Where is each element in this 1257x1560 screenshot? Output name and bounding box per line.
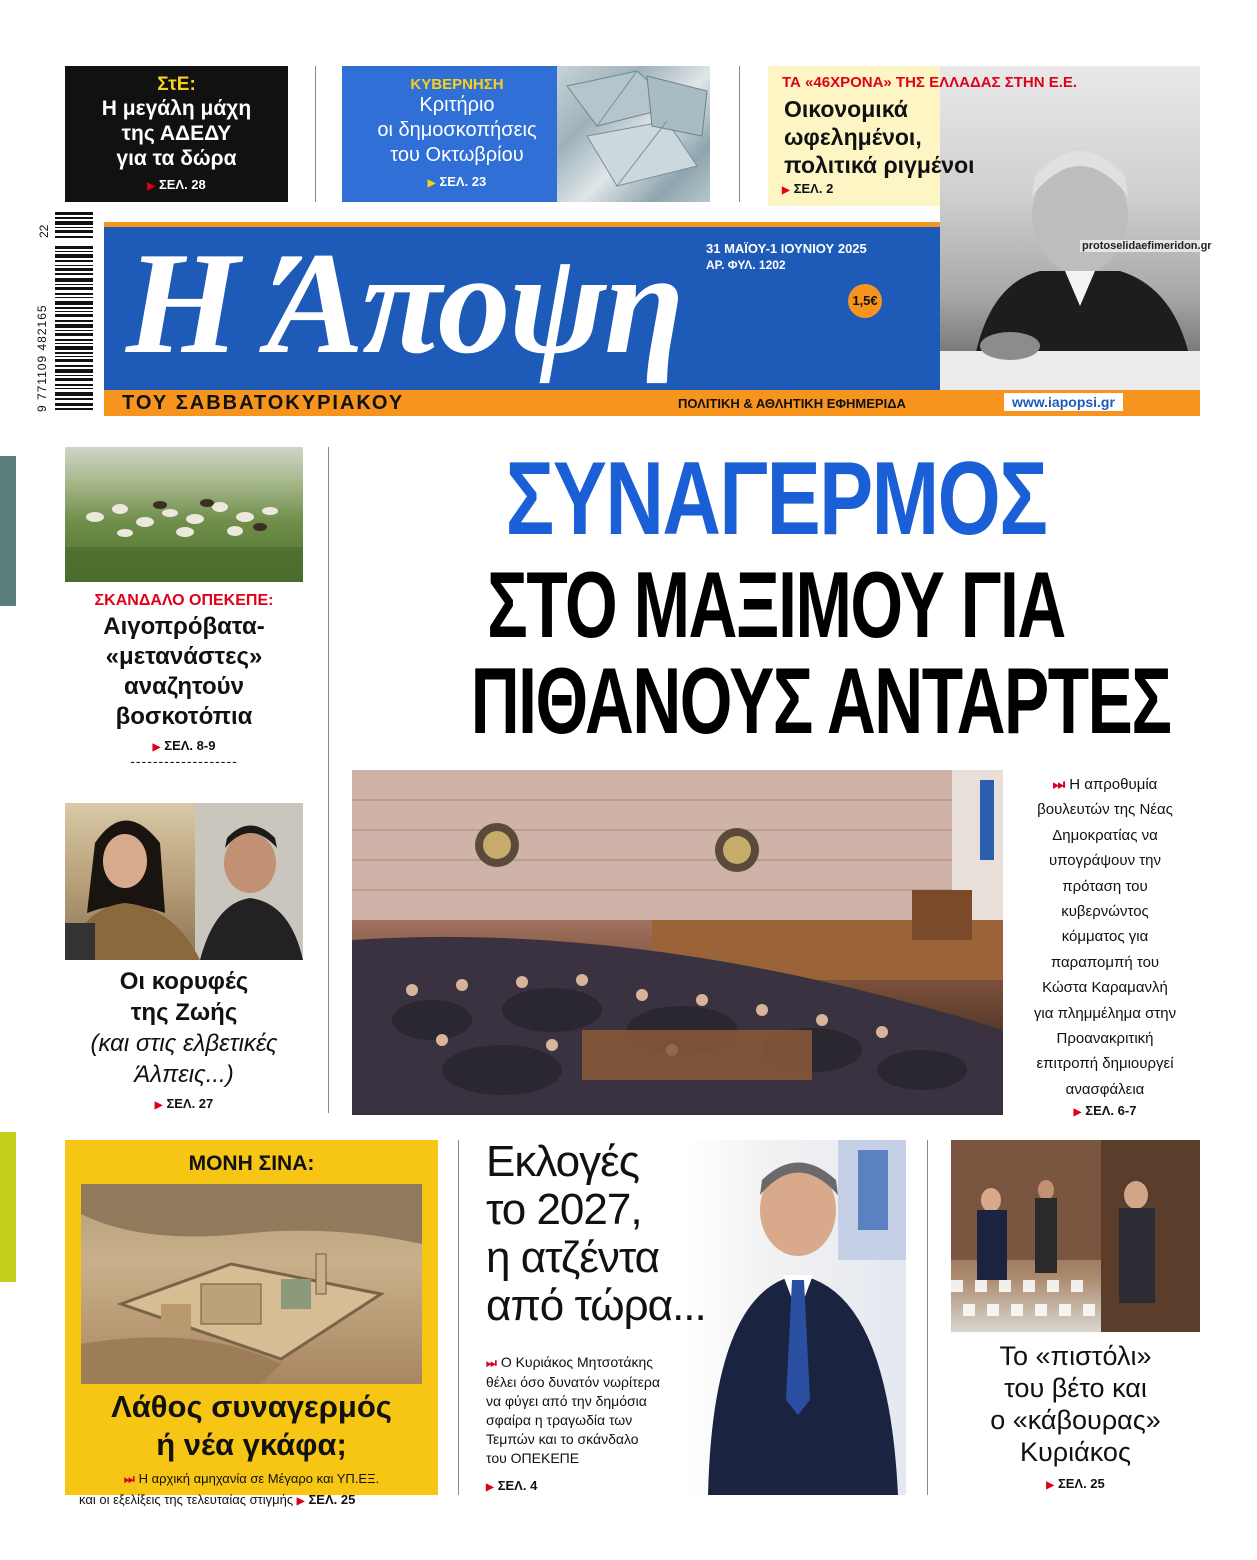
elections-body-line: του ΟΠΕΚΕΠΕ (486, 1450, 580, 1466)
elections-body-line: Τεμπών και το σκάνδαλο (486, 1431, 639, 1447)
sheep-photo (65, 447, 303, 582)
teaser-eu-ref[interactable] (782, 181, 1200, 196)
opekepe-line-3: αναζητούν (123, 673, 244, 700)
teaser-eu-ref-text: ΣΕΛ. 2 (793, 181, 834, 196)
teaser-gov-headline-1: Κριτήριο (419, 94, 495, 116)
veto-photo (951, 1140, 1200, 1332)
divider (458, 1140, 459, 1495)
price-text: 1,5€ (852, 293, 878, 308)
masthead-tagline: ΠΟΛΙΤΙΚΗ & ΑΘΛΗΤΙΚΗ ΕΦΗΜΕΡΙΔΑ (678, 396, 906, 411)
sinai-body (65, 1470, 438, 1488)
teaser-gov-ref-text: ΣΕΛ. 23 (439, 174, 487, 189)
arrow-icon: ▶ (152, 742, 161, 753)
sinai-kicker: ΜΟΝΗ ΣΙΝΑ: (188, 1152, 315, 1175)
main-body-line: ανασφάλεια (1065, 1080, 1145, 1098)
zoe-line-2: της Ζωής (130, 999, 238, 1026)
zoe-ref[interactable] (65, 1096, 303, 1111)
veto-ref[interactable] (951, 1476, 1200, 1491)
opekepe-ref[interactable] (65, 738, 303, 753)
arrow-icon: ▶ (486, 1482, 494, 1493)
monastery-photo (81, 1184, 422, 1384)
opekepe-ref-text: ΣΕΛ. 8-9 (164, 738, 216, 753)
main-body-line: βουλευτών της Νέας (1037, 801, 1173, 819)
main-body-line: παραπομπή του (1050, 953, 1160, 971)
teaser-gov[interactable] (342, 66, 710, 202)
elections-body-line: θέλει όσο δυνατόν νωρίτερα (486, 1374, 660, 1390)
teaser-ste-headline-1: Η μεγάλη μάχη (101, 97, 252, 120)
teaser-ste-kicker: ΣτΕ: (157, 74, 196, 95)
sinai-ref[interactable] (297, 1492, 356, 1507)
masthead-date: 31 ΜΑΪΟΥ-1 ΙΟΥΝΙΟΥ 2025 (706, 241, 867, 256)
divider (739, 66, 740, 202)
elections-body-line: σφαίρα η τραγωδία των (486, 1412, 633, 1428)
sinai-body-line-1 (65, 1470, 438, 1488)
elections-headline-1: Εκλογές (486, 1137, 639, 1186)
barcode-top-number: 22 (37, 224, 51, 238)
main-headline-line-3: ΠΙΘΑΝΟΥΣ ΑΝΤΑΡΤΕΣ (470, 648, 1171, 753)
two-people (65, 803, 303, 960)
elections-headline-4: από τώρα... (486, 1281, 706, 1330)
sinai-body-line-2 (79, 1492, 355, 1507)
sinai-ref-text: ΣΕΛ. 25 (308, 1492, 356, 1507)
teaser-gov-headline-2: οι δημοσκοπήσεις (377, 119, 537, 141)
elections-body-line (486, 1353, 726, 1373)
elections-ref[interactable] (486, 1476, 726, 1497)
main-body-line: κυβερνώντος (1061, 903, 1149, 921)
veto-line-1: Το «πιστόλι» (999, 1341, 1152, 1371)
teaser-ste-headline-3: για τα δώρα (116, 147, 237, 170)
veto-story[interactable] (951, 1340, 1200, 1491)
opekepe-line-4: βοσκοτόπια (115, 703, 253, 730)
zoe-story[interactable] (65, 966, 303, 1111)
main-headline-blue: ΣΥΝΑΓΕΡΜΟΣ (505, 441, 1047, 557)
ballot-envelopes-photo (557, 66, 710, 202)
zoe-line-1: Οι κορυφές (119, 968, 249, 995)
teaser-ste-headline-2: της ΑΔΕΔΥ (121, 122, 232, 145)
main-body-line: Δημοκρατίας να (1052, 826, 1158, 844)
teaser-eu-headline-2: ωφελημένοι, (784, 124, 922, 150)
price-badge (848, 284, 882, 318)
leaders-walking (951, 1140, 1200, 1332)
teaser-gov-kicker: ΚΥΒΕΡΝΗΣΗ (410, 76, 504, 93)
masthead-issue: ΑΡ. ΦΥΛ. 1202 (706, 258, 786, 272)
opekepe-line-1: Αιγοπρόβατα- (103, 613, 265, 640)
sinai-box[interactable] (65, 1140, 438, 1507)
elections-body[interactable] (486, 1353, 726, 1497)
teaser-ste[interactable] (65, 66, 288, 202)
sinai-headline-1: Λάθος συναγερμός (111, 1389, 392, 1424)
masthead-bottom-bar (104, 390, 1200, 416)
main-story-body[interactable] (1010, 772, 1200, 1122)
monastery-aerial (81, 1184, 422, 1384)
teaser-gov-headline-3: του Οκτωβρίου (390, 144, 524, 166)
sinai-body-text-1: Η αρχική αμηχανία σε Μέγαρο και ΥΠ.ΕΞ. (138, 1471, 380, 1486)
veto-line-4: Κυριάκος (1020, 1437, 1131, 1467)
zoe-line-4: Άλπεις...) (134, 1061, 234, 1088)
arrow-icon: ▶ (782, 185, 790, 196)
elections-ref-text: ΣΕΛ. 4 (497, 1478, 538, 1493)
main-story-ref[interactable] (1010, 1102, 1200, 1122)
main-body-text: Η απροθυμία (1069, 776, 1158, 793)
elections-headline-3: η ατζέντα (486, 1233, 660, 1282)
elections-body-line: να φύγει από την δημόσια (486, 1393, 647, 1409)
veto-line-2: του βέτο και (1004, 1373, 1147, 1403)
parliament-chamber (352, 770, 1003, 1115)
arrow-icon: ▶ (1046, 1480, 1054, 1491)
main-body-line: για πλημμέλημα στην (1033, 1004, 1177, 1022)
double-arrow-icon: ⏭ (1052, 776, 1066, 792)
barcode (35, 212, 93, 412)
teaser-eu-headline-1: Οικονομικά (784, 96, 908, 122)
veto-line-3: ο «κάβουρας» (990, 1405, 1161, 1435)
website-link[interactable]: www.iapopsi.gr (1004, 393, 1123, 411)
veto-ref-text: ΣΕΛ. 25 (1057, 1476, 1105, 1491)
opekepe-line-2: «μετανάστες» (105, 643, 263, 670)
parliament-photo (352, 770, 1003, 1115)
main-story-ref-text: ΣΕΛ. 6-7 (1085, 1103, 1137, 1119)
teaser-ste-ref[interactable] (65, 177, 288, 192)
envelope-shapes (557, 66, 710, 202)
sinai-headline-2: ή νέα γκάφα; (156, 1427, 347, 1462)
teaser-eu-headline-3: πολιτικά ριγμένοι (784, 152, 975, 178)
opekepe-kicker: ΣΚΑΝΔΑΛΟ ΟΠΕΚΕΠΕ: (94, 592, 274, 609)
masthead-title: Η Άποψη (126, 222, 683, 384)
elections-headline-2: το 2027, (486, 1185, 642, 1234)
elections-headline[interactable] (486, 1138, 726, 1330)
arrow-icon: ▶ (427, 178, 436, 189)
watermark: protoselidaefimeridon.gr (1082, 240, 1212, 252)
arrow-icon: ▶ (296, 1496, 305, 1507)
dashed-divider: ------------------- (130, 753, 238, 769)
elections-body-text: Ο Κυριάκος Μητσοτάκης (500, 1354, 653, 1370)
zoe-ref-text: ΣΕΛ. 27 (166, 1096, 214, 1111)
side-marker-lime (0, 1132, 16, 1282)
zoe-photo (65, 803, 303, 960)
sinai-body-text-2: και οι εξελίξεις της τελευταίας στιγμής (79, 1492, 294, 1507)
divider (328, 447, 329, 1113)
teaser-ste-ref-text: ΣΕΛ. 28 (158, 177, 206, 192)
main-body-line: Κώστα Καραμανλή (1042, 979, 1168, 997)
barcode-digits: 9 771109 482165 (35, 304, 49, 412)
main-body-line: πρόταση του (1062, 877, 1148, 895)
opekepe-story[interactable] (65, 592, 303, 769)
main-body-line: κόμματος για (1061, 928, 1149, 946)
arrow-icon: ▶ (147, 181, 155, 192)
divider (315, 66, 316, 202)
zoe-line-3: (και στις ελβετικές (90, 1030, 278, 1057)
main-body-line: υπογράψουν την (1048, 852, 1162, 870)
masthead-subtitle: ΤΟΥ ΣΑΒΒΑΤΟΚΥΡΙΑΚΟΥ (122, 392, 405, 414)
arrow-icon: ▶ (1073, 1107, 1082, 1119)
teaser-eu-kicker: ΤΑ «46ΧΡΟΝΑ» ΤΗΣ ΕΛΛΑΔΑΣ ΣΤΗΝ Ε.Ε. (782, 74, 1078, 91)
sheep-flock (65, 447, 303, 582)
main-body-line: επιτροπή δημιουργεί (1036, 1055, 1174, 1073)
main-headline[interactable] (352, 440, 1200, 753)
side-marker-teal (0, 456, 16, 606)
arrow-icon: ▶ (154, 1100, 163, 1111)
double-arrow-icon: ⏭ (486, 1356, 497, 1370)
main-body-line: Προανακριτική (1056, 1030, 1154, 1048)
masthead (104, 222, 940, 390)
main-headline-line-2: ΣΤΟ ΜΑΞΙΜΟΥ ΓΙΑ (487, 552, 1065, 657)
main-body-line (1010, 772, 1200, 797)
teaser-gov-ref[interactable] (342, 174, 572, 189)
divider (927, 1140, 928, 1495)
double-arrow-icon: ⏭ (123, 1472, 135, 1486)
